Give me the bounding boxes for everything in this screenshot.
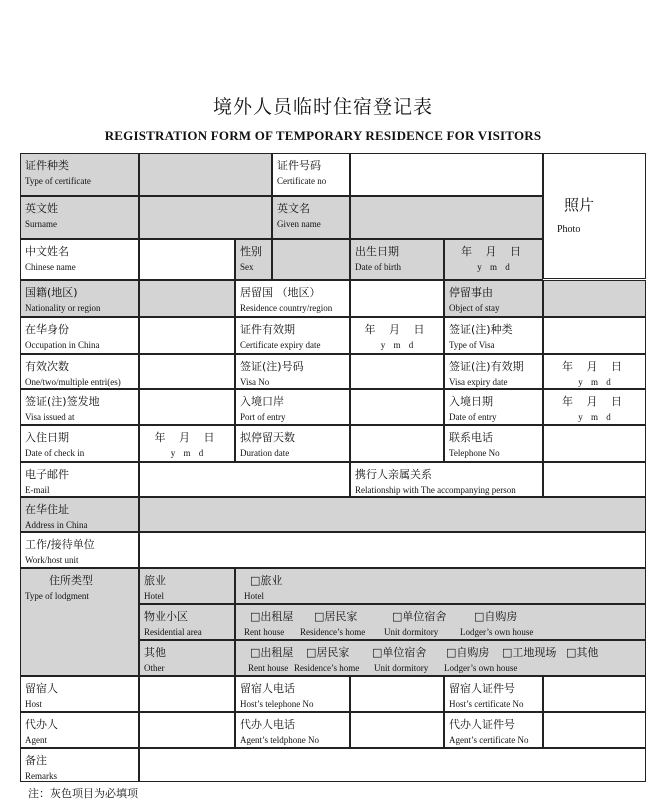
- residential-label-cell: [139, 604, 235, 640]
- given-name-value[interactable]: [350, 196, 543, 239]
- visa-issued-label-cell: [20, 389, 139, 425]
- given-name-label-cell: [272, 196, 350, 239]
- agent-phone-label-english: Agent’s teldphone No: [240, 735, 319, 745]
- entries-label: 有效次数: [25, 360, 69, 373]
- given-name-label: 英文名: [277, 202, 310, 215]
- residential-checkbox-option[interactable]: □居民家: [314, 610, 358, 623]
- hotel-label-cell: [139, 568, 235, 604]
- email-label: 电子邮件: [25, 468, 69, 481]
- work-unit-label-english: Work/host unit: [25, 555, 79, 565]
- cert-no-label-english: Certificate no: [277, 176, 327, 186]
- relationship-value[interactable]: [543, 462, 646, 497]
- relationship-label-english: Relationship with The accompanying person: [355, 485, 516, 495]
- port-of-entry-label-cell: [235, 389, 350, 425]
- remarks-label: 备注: [25, 754, 47, 767]
- host-phone-label-english: Host’s telephone No: [240, 699, 314, 709]
- visa-type-label-english: Type of Visa: [449, 340, 495, 350]
- address-label: 在华住址: [25, 503, 69, 516]
- agent-label-english: Agent: [25, 735, 47, 745]
- residence-country-value[interactable]: [350, 280, 444, 317]
- hotel-checkbox-option[interactable]: □旅业: [250, 574, 283, 587]
- agent-value[interactable]: [139, 712, 235, 748]
- sex-label: 性别: [240, 245, 262, 258]
- cert-no-label: 证件号码: [277, 159, 321, 172]
- agent-cert-value[interactable]: [543, 712, 646, 748]
- residential-label-english: Residential area: [144, 627, 202, 637]
- host-cert-label-english: Host’s certificate No: [449, 699, 524, 709]
- visa-issued-value[interactable]: [139, 389, 235, 425]
- agent-phone-label: 代办人电话: [240, 718, 295, 731]
- remarks-label-cell: [20, 748, 139, 782]
- remarks-value[interactable]: [139, 748, 646, 782]
- dob-value-date-units: 年 月 日: [461, 245, 526, 258]
- surname-value[interactable]: [139, 196, 272, 239]
- lodgment-type-label: 住所类型: [49, 574, 93, 587]
- check-in-value-date-units: 年 月 日: [154, 431, 220, 444]
- agent-phone-label-cell: [235, 712, 350, 748]
- host-phone-value[interactable]: [350, 676, 444, 712]
- host-cert-label: 留宿人证件号: [449, 682, 515, 695]
- residential-checkbox-option[interactable]: □自购房: [474, 610, 518, 623]
- check-in-label-english: Date of check in: [25, 448, 85, 458]
- work-unit-value[interactable]: [139, 532, 646, 568]
- visa-expiry-value-date-units: 年 月 日: [562, 360, 627, 373]
- chinese-name-value[interactable]: [139, 239, 235, 280]
- cert-type-label: 证件种类: [25, 159, 69, 172]
- dob-value-date-units-english: y m d: [477, 262, 510, 272]
- port-of-entry-label-english: Port of entry: [240, 412, 286, 422]
- nationality-value[interactable]: [139, 280, 235, 317]
- object-of-stay-label-cell: [444, 280, 543, 317]
- dob-label-english: Date of birth: [355, 262, 401, 272]
- other-option-english: Lodger’s own house: [444, 663, 518, 673]
- lodgment-type-label-english: Type of lodgment: [25, 591, 89, 601]
- hotel-option-english: Hotel: [244, 591, 264, 601]
- host-cert-value[interactable]: [543, 676, 646, 712]
- sex-label-english: Sex: [240, 262, 254, 272]
- dob-label: 出生日期: [355, 245, 399, 258]
- lodgment-type-label-cell: [20, 568, 139, 676]
- occupation-label-cell: [20, 317, 139, 354]
- visa-no-label-english: Visa No: [240, 377, 270, 387]
- other-checkbox-option[interactable]: □自购房: [446, 646, 490, 659]
- visa-expiry-value[interactable]: [543, 354, 646, 389]
- port-of-entry-label: 入境口岸: [240, 395, 284, 408]
- residential-option-english: Unit dormitory: [384, 627, 439, 637]
- chinese-name-label-cell: [20, 239, 139, 280]
- work-unit-label-cell: [20, 532, 139, 568]
- entries-label-english: One/two/multiple entri(es): [25, 377, 121, 387]
- surname-label-cell: [20, 196, 139, 239]
- port-of-entry-value[interactable]: [350, 389, 444, 425]
- host-cert-label-cell: [444, 676, 543, 712]
- other-checkbox-option[interactable]: □其他: [566, 646, 599, 659]
- agent-phone-value[interactable]: [350, 712, 444, 748]
- dob-value[interactable]: [444, 239, 543, 280]
- address-label-cell: [20, 497, 139, 532]
- object-of-stay-label: 停留事由: [449, 286, 493, 299]
- address-label-english: Address in China: [25, 520, 88, 530]
- form-title-english: REGISTRATION FORM OF TEMPORARY RESIDENCE FOR VISITORS: [104, 128, 542, 143]
- residence-country-label-cell: [235, 280, 350, 317]
- other-checkbox-option[interactable]: □单位宿舍: [372, 646, 427, 659]
- duration-value[interactable]: [350, 425, 444, 462]
- other-label-cell: [139, 640, 235, 676]
- cert-expiry-value-date-units: 年 月 日: [364, 323, 430, 336]
- other-options-cell[interactable]: [235, 640, 646, 676]
- residence-country-label-english: Residence country/region: [240, 303, 333, 313]
- visa-issued-label-english: Visa issued at: [25, 412, 75, 422]
- date-of-entry-value-date-units-english: y m d: [578, 412, 611, 422]
- entries-label-cell: [20, 354, 139, 389]
- dob-label-cell: [350, 239, 444, 280]
- cert-type-label-cell: [20, 153, 139, 196]
- visa-no-value[interactable]: [350, 354, 444, 389]
- cert-expiry-label-cell: [235, 317, 350, 354]
- other-checkbox-option[interactable]: □居民家: [306, 646, 350, 659]
- check-in-label: 入住日期: [25, 431, 69, 444]
- host-label: 留宿人: [25, 682, 58, 695]
- address-value[interactable]: [139, 497, 646, 532]
- hotel-label-english: Hotel: [144, 591, 164, 601]
- surname-label-english: Surname: [25, 219, 57, 229]
- visa-expiry-label-english: Visa expiry date: [449, 377, 508, 387]
- residence-country-label: 居留国 （地区）: [240, 286, 321, 299]
- occupation-label: 在华身份: [25, 323, 69, 336]
- duration-label: 拟停留天数: [240, 431, 295, 444]
- telephone-value[interactable]: [543, 425, 646, 462]
- residential-option-english: Residence’s home: [300, 627, 366, 637]
- host-value[interactable]: [139, 676, 235, 712]
- form-title-chinese: 境外人员临时住宿登记表: [212, 96, 433, 118]
- other-checkbox-option[interactable]: □工地现场: [502, 646, 557, 659]
- residential-options-cell[interactable]: [235, 604, 646, 640]
- check-in-label-cell: [20, 425, 139, 462]
- photo-label-english: Photo: [557, 224, 581, 235]
- given-name-label-english: Given name: [277, 219, 321, 229]
- telephone-label-cell: [444, 425, 543, 462]
- photo-box[interactable]: [543, 153, 646, 279]
- cert-type-label-english: Type of certificate: [25, 176, 91, 186]
- visa-type-label-cell: [444, 317, 543, 354]
- cert-type-value[interactable]: [139, 153, 272, 196]
- visa-type-value[interactable]: [543, 317, 646, 354]
- date-of-entry-label-cell: [444, 389, 543, 425]
- nationality-label-cell: [20, 280, 139, 317]
- check-in-value[interactable]: [139, 425, 235, 462]
- telephone-label-english: Telephone No: [449, 448, 500, 458]
- host-label-cell: [20, 676, 139, 712]
- host-phone-label-cell: [235, 676, 350, 712]
- residential-checkbox-option[interactable]: □出租屋: [250, 610, 294, 623]
- nationality-label-english: Nationality or region: [25, 303, 101, 313]
- check-in-value-date-units-english: y m d: [170, 448, 204, 458]
- residential-option-english: Lodger’s own house: [460, 627, 534, 637]
- residential-option-english: Rent house: [244, 627, 285, 637]
- duration-label-cell: [235, 425, 350, 462]
- other-option-english: Residence’s home: [294, 663, 360, 673]
- cert-expiry-label: 证件有效期: [240, 323, 295, 336]
- agent-cert-label-cell: [444, 712, 543, 748]
- remarks-label-english: Remarks: [25, 771, 57, 781]
- photo-label: 照片: [564, 196, 595, 214]
- visa-expiry-label-cell: [444, 354, 543, 389]
- email-label-english: E-mail: [25, 485, 50, 495]
- host-phone-label: 留宿人电话: [240, 682, 295, 695]
- occupation-value[interactable]: [139, 317, 235, 354]
- email-label-cell: [20, 462, 139, 497]
- visa-no-label-cell: [235, 354, 350, 389]
- visa-expiry-value-date-units-english: y m d: [578, 377, 611, 387]
- cert-no-label-cell: [272, 153, 350, 196]
- other-label: 其他: [144, 646, 166, 659]
- visa-issued-label: 签证(注)签发地: [25, 395, 100, 408]
- visa-type-label: 签证(注)种类: [449, 323, 513, 336]
- cert-expiry-label-english: Certificate expiry date: [240, 340, 321, 350]
- relationship-label-cell: [350, 462, 543, 497]
- residential-checkbox-option[interactable]: □单位宿舍: [392, 610, 447, 623]
- other-checkbox-option[interactable]: □出租屋: [250, 646, 294, 659]
- date-of-entry-value-date-units: 年 月 日: [562, 395, 627, 408]
- hotel-label: 旅业: [144, 574, 166, 587]
- cert-no-value[interactable]: [350, 153, 543, 196]
- email-value[interactable]: [139, 462, 350, 497]
- chinese-name-label-english: Chinese name: [25, 262, 76, 272]
- other-option-english: Rent house: [248, 663, 289, 673]
- nationality-label: 国籍(地区): [25, 286, 78, 299]
- surname-label: 英文姓: [25, 202, 58, 215]
- agent-label: 代办人: [25, 718, 58, 731]
- date-of-entry-label-english: Date of entry: [449, 412, 497, 422]
- occupation-label-english: Occupation in China: [25, 340, 100, 350]
- other-label-english: Other: [144, 663, 165, 673]
- date-of-entry-value[interactable]: [543, 389, 646, 425]
- object-of-stay-value[interactable]: [543, 280, 646, 317]
- required-fields-note: 注：灰色项目为必填项: [28, 787, 138, 800]
- object-of-stay-label-english: Object of stay: [449, 303, 500, 313]
- entries-value[interactable]: [139, 354, 235, 389]
- relationship-label: 携行人亲属关系: [355, 468, 432, 481]
- host-label-english: Host: [25, 699, 43, 709]
- hotel-option-cell[interactable]: [235, 568, 646, 604]
- residential-label: 物业小区: [144, 610, 188, 623]
- agent-cert-label-english: Agent’s certificate No: [449, 735, 529, 745]
- sex-label-cell: [235, 239, 272, 280]
- sex-value[interactable]: [272, 239, 350, 280]
- work-unit-label: 工作/接待单位: [25, 538, 95, 551]
- visa-expiry-label: 签证(注)有效期: [449, 360, 524, 373]
- agent-label-cell: [20, 712, 139, 748]
- cert-expiry-value-date-units-english: y m d: [380, 340, 414, 350]
- other-option-english: Unit dormitory: [374, 663, 429, 673]
- cert-expiry-value[interactable]: [350, 317, 444, 354]
- duration-label-english: Duration date: [240, 448, 290, 458]
- agent-cert-label: 代办人证件号: [449, 718, 515, 731]
- telephone-label: 联系电话: [449, 431, 493, 444]
- chinese-name-label: 中文姓名: [25, 245, 69, 258]
- visa-no-label: 签证(注)号码: [240, 360, 304, 373]
- date-of-entry-label: 入境日期: [449, 395, 493, 408]
